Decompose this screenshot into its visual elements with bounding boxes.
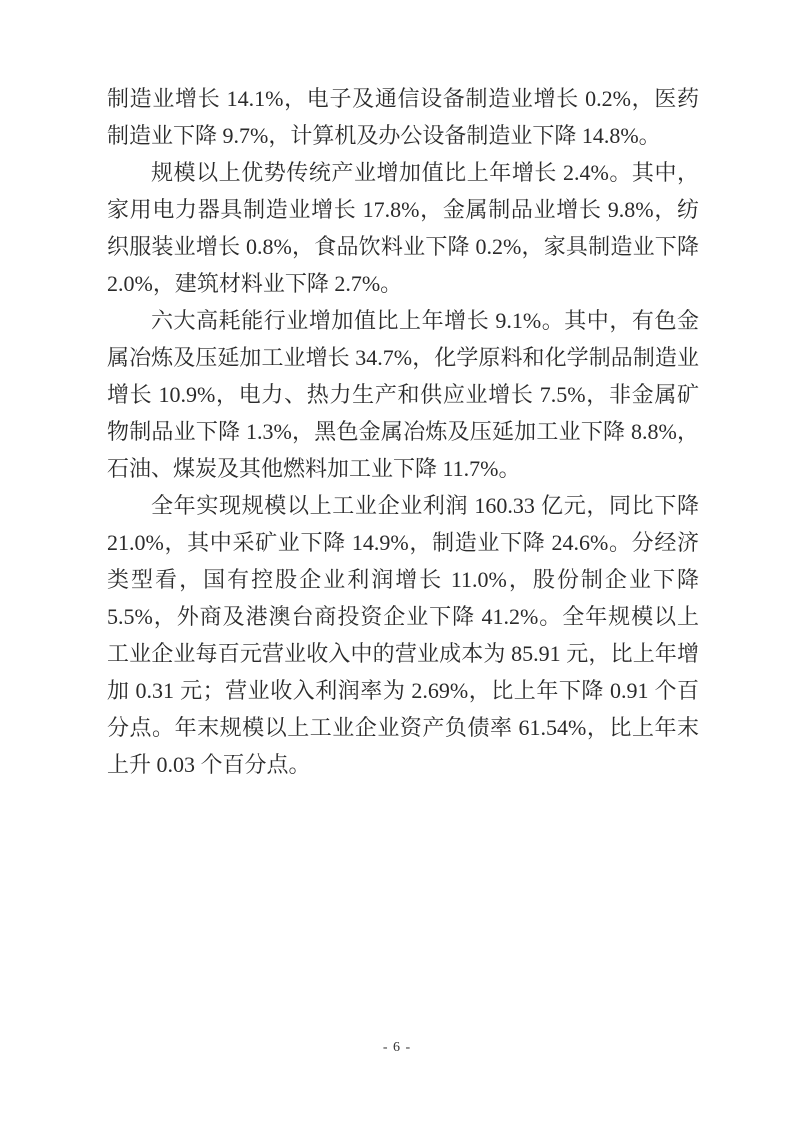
paragraph-industrial-profits: 全年实现规模以上工业企业利润 160.33 亿元，同比下降 21.0%，其中采矿业下降 14.9%，制造业下降 24.6%。分经济类型看，国有控股企业利润增长 11.0%，股份制企业下降 5.5%，外商及港澳台商投资企业下降 41.2%。全年规模以上工业企业每百元营业收入中的营业成本为 85.91 元，比上年增加 0.31 元；营业收入利润率为 2.69%，比上年下降 0.91 个百分点。年末规模以上工业企业资产负债率 61.54%，比上年末上升 0.03 个百分点。 [107, 493, 699, 777]
paragraph-energy-intensive-industries: 六大高耗能行业增加值比上年增长 9.1%。其中，有色金属冶炼及压延加工业增长 34.7%，化学原料和化学制品制造业增长 10.9%，电力、热力生产和供应业增长 7.5%，非金属矿物制品业下降 1.3%，黑色金属冶炼及压延加工业下降 8.8%，石油、煤炭及其他燃料加工业下降 11.7%。 [107, 308, 699, 481]
body-text-block [107, 80, 699, 783]
paragraph-traditional-industries: 规模以上优势传统产业增加值比上年增长 2.4%。其中，家用电力器具制造业增长 17.8%，金属制品业增长 9.8%，纺织服装业增长 0.8%，食品饮料业下降 0.2%，家具制造业下降 2.0%，建筑材料业下降 2.7%。 [107, 160, 699, 296]
page-footer [0, 1038, 794, 1056]
page-number: - 6 - [382, 1040, 412, 1055]
paragraph-manufacturing-growth: 制造业增长 14.1%，电子及通信设备制造业增长 0.2%，医药制造业下降 9.7%，计算机及办公设备制造业下降 14.8%。 [107, 86, 699, 148]
